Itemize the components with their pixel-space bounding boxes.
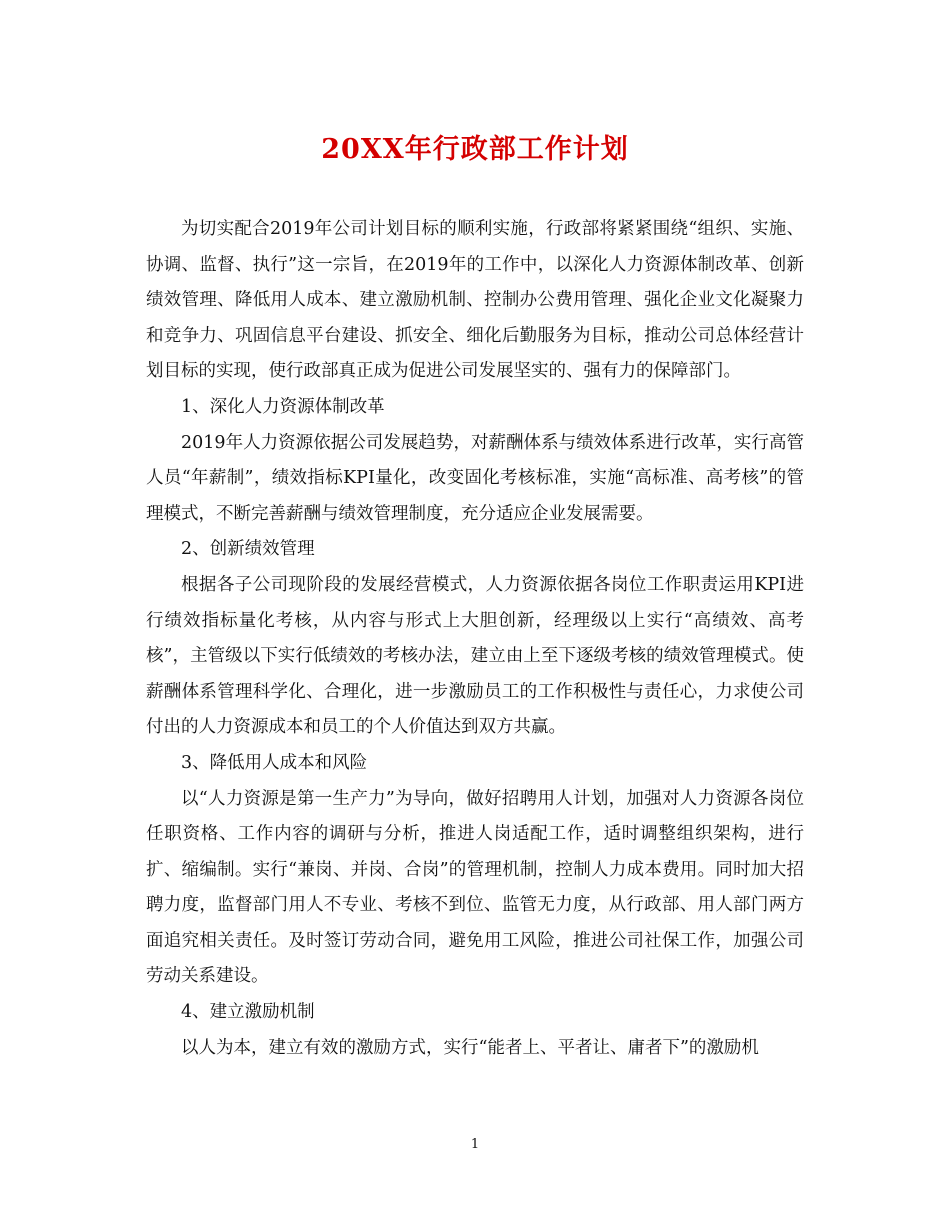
section-paragraph-2: 根据各子公司现阶段的发展经营模式，人力资源依据各岗位工作职责运用KPI进行绩效指标量化考核，从内容与形式上大胆创新，经理级以上实行“高绩效、高考核”，主管级以下实行低绩效的考核办法，建立由上至下逐级考核的绩效管理模式。使薪酬体系管理科学化、合理化，进一步激励员工的工作积极性与责任心，力求使公司付出的人力资源成本和员工的个人价值达到双方共赢。 bbox=[146, 574, 804, 738]
document-title: 20XX年行政部工作计划 bbox=[321, 134, 629, 165]
section-paragraph-1: 2019年人力资源依据公司发展趋势，对薪酬体系与绩效体系进行改革，实行高管人员“年薪制”，绩效指标KPI量化，改变固化考核标准，实施“高标准、高考核”的管理模式，不断完善薪酬与绩效管理制度，充分适应企业发展需要。 bbox=[146, 432, 804, 524]
section-heading-2: 2、创新绩效管理 bbox=[181, 539, 315, 560]
intro-paragraph: 为切实配合2019年公司计划目标的顺利实施，行政部将紧紧围绕“组织、实施、协调、监督、执行”这一宗旨，在2019年的工作中，以深化人力资源体制改革、创新绩效管理、降低用人成本、建立激励机制、控制办公费用管理、强化企业文化凝聚力和竞争力、巩固信息平台建设、抓安全、细化后勤服务为目标，推动公司总体经营计划目标的实现，使行政部真正成为促进公司发展坚实的、强有力的保障部门。 bbox=[146, 219, 804, 382]
section-heading-1: 1、深化人力资源体制改革 bbox=[181, 396, 385, 417]
section-heading-3: 3、降低用人成本和风险 bbox=[181, 752, 368, 773]
page-number: 1 bbox=[470, 1137, 480, 1152]
section-paragraph-3: 以“人力资源是第一生产力”为导向，做好招聘用人计划，加强对人力资源各岗位任职资格、工作内容的调研与分析，推进人岗适配工作，适时调整组织架构，进行扩、缩编制。实行“兼岗、并岗、合岗”的管理机制，控制人力成本费用。同时加大招聘力度，监督部门用人不专业、考核不到位、监管无力度，从行政部、用人部门两方面追究相关责任。及时签订劳动合同，避免用工风险，推进公司社保工作，加强公司劳动关系建设。 bbox=[146, 788, 804, 987]
section-paragraph-4: 以人为本，建立有效的激励方式，实行“能者上、平者让、庸者下”的激励机 bbox=[181, 1037, 759, 1058]
section-heading-4: 4、建立激励机制 bbox=[181, 1002, 315, 1023]
